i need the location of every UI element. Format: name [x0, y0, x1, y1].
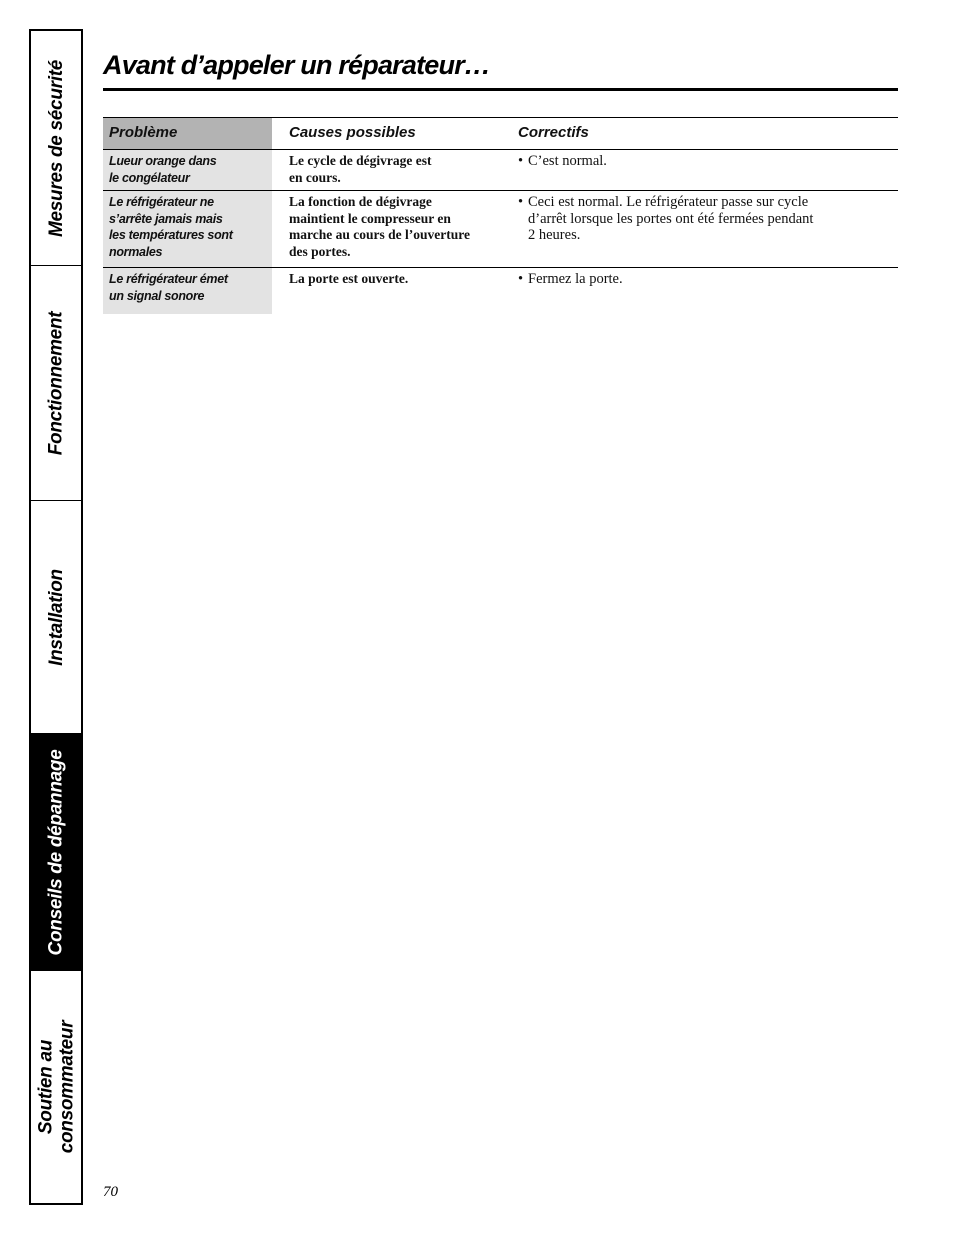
tab-installation[interactable]: [31, 501, 81, 734]
tab-label: Mesures de sécurité: [45, 59, 67, 237]
cause-line: en cours.: [289, 169, 341, 185]
cause-line: marche au cours de l’ouverture: [289, 227, 470, 242]
tab-soutien-au-consommateur[interactable]: [31, 971, 81, 1203]
fix-item: [518, 153, 898, 170]
fix-line: Ceci est normal. Le réfrigérateur passe sur cycle: [528, 194, 809, 210]
cause-cell: [272, 268, 501, 314]
title-divider: [103, 88, 898, 91]
table-row: [103, 268, 898, 314]
header-problem: Problème: [103, 118, 272, 149]
table-row: [103, 191, 898, 268]
problem-cell: [103, 191, 272, 267]
fix-item: [518, 194, 898, 244]
tab-fonctionnement[interactable]: [31, 266, 81, 501]
bullet-icon: •: [518, 271, 524, 287]
cause-line: maintient le compresseur en: [289, 210, 451, 226]
cause-cell: [272, 150, 501, 190]
problem-line: un signal sonore: [109, 288, 205, 303]
fix-line: Fermez la porte.: [528, 271, 623, 287]
cause-cell: [272, 191, 501, 267]
tab-label: [35, 1021, 77, 1154]
tab-conseils-de-depannage[interactable]: [31, 734, 81, 971]
troubleshooting-table: [103, 117, 898, 314]
problem-line: le congélateur: [109, 170, 190, 185]
fix-line: 2 heures.: [528, 227, 581, 243]
cause-line: des portes.: [289, 243, 351, 259]
problem-line: Lueur orange dans: [109, 154, 217, 168]
fix-line: C’est normal.: [528, 153, 607, 169]
table-header-row: [103, 117, 898, 150]
page-number: 70: [103, 1184, 118, 1200]
tab-label: Fonctionnement: [45, 311, 67, 455]
tab-label-line: consommateur: [56, 1020, 78, 1154]
problem-line: s’arrête jamais mais: [109, 211, 223, 226]
problem-line: les températures sont: [109, 228, 233, 242]
problem-cell: [103, 268, 272, 314]
section-tabs: [29, 29, 83, 1205]
tab-label: Installation: [45, 568, 67, 666]
bullet-icon: •: [518, 153, 524, 169]
header-causes: Causes possibles: [289, 124, 416, 141]
bullet-icon: •: [518, 194, 524, 210]
fix-cell: [501, 150, 898, 190]
cause-line: La fonction de dégivrage: [289, 194, 432, 209]
cause-line: La porte est ouverte.: [289, 271, 409, 286]
fix-item: [518, 271, 898, 288]
table-row: [103, 150, 898, 191]
fix-cell: [501, 268, 898, 314]
problem-line: normales: [109, 244, 163, 259]
cause-line: Le cycle de dégivrage est: [289, 153, 432, 168]
tab-label-line: Soutien au: [35, 1039, 57, 1135]
problem-line: Le réfrigérateur émet: [109, 272, 228, 286]
fix-line: d’arrêt lorsque les portes ont été fermées pendant: [528, 210, 814, 227]
tab-label: Conseils de dépannage: [45, 749, 67, 955]
fix-cell: [501, 191, 898, 267]
problem-cell: [103, 150, 272, 190]
problem-line: Le réfrigérateur ne: [109, 195, 214, 209]
tab-mesures-de-securite[interactable]: [31, 31, 81, 266]
page-title: Avant d’appeler un réparateur…: [103, 50, 491, 80]
header-fixes: Correctifs: [518, 124, 589, 141]
